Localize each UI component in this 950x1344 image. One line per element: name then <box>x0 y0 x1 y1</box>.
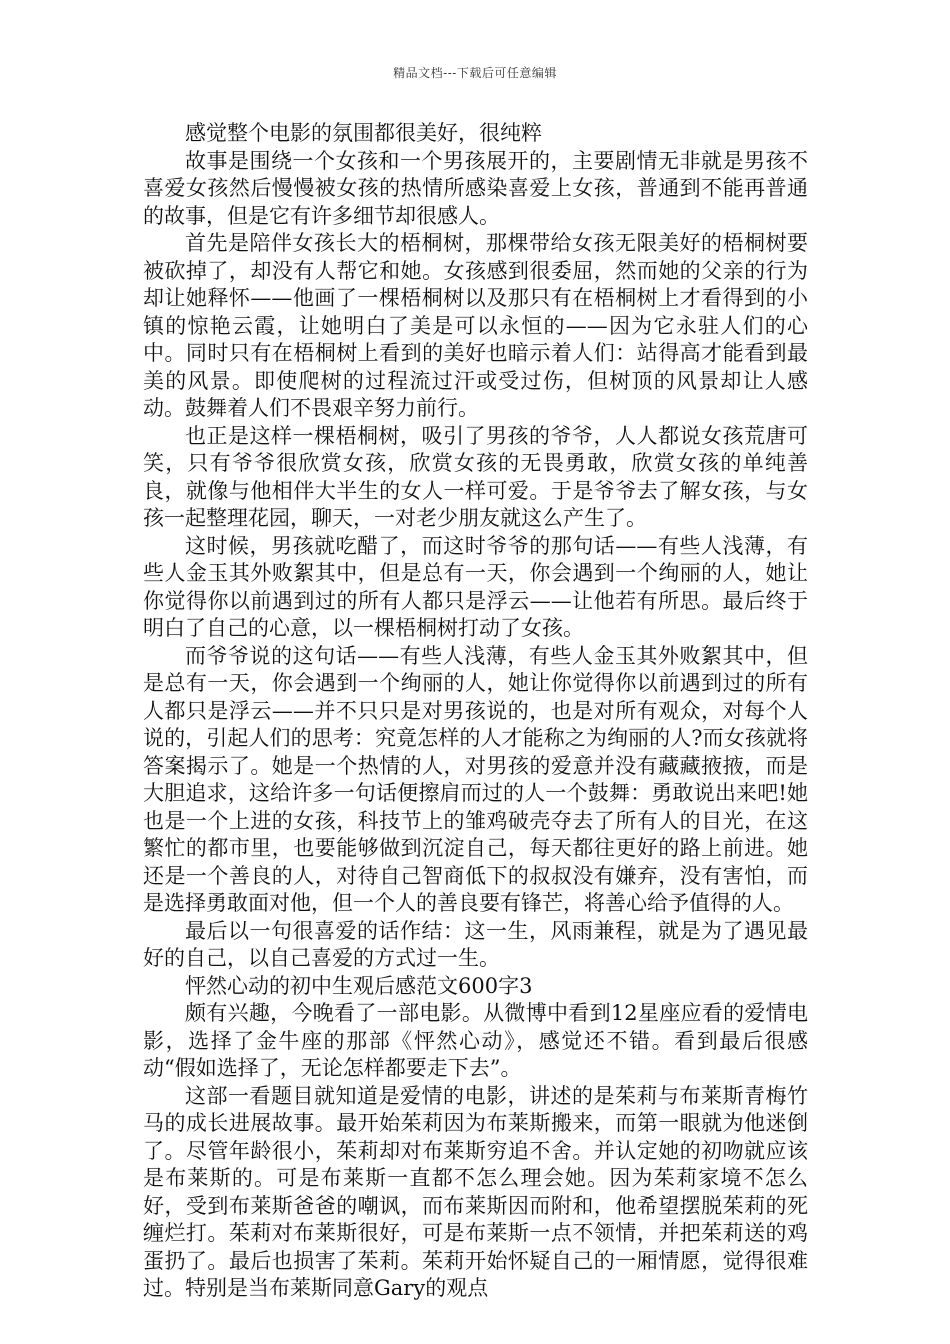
paragraph: 这时候，男孩就吃醋了，而这时爷爷的那句话——有些人浅薄，有些人金玉其外败絮其中，但是总有一天，你会遇到一个绚丽的人，她让你觉得你以前遇到过的所有人都只是浮云——让他若有所思。最后终于明白了自己的心意，以一棵梧桐树打动了女孩。 <box>143 533 808 640</box>
paragraph: 颇有兴趣，今晚看了一部电影。从微博中看到12星座应看的爱情电影，选择了金牛座的那部《怦然心动》，感觉还不错。看到最后很感动“假如选择了，无论怎样都要走下去”。 <box>143 1001 808 1080</box>
section-heading: 怦然心动的初中生观后感范文600字3 <box>185 973 533 998</box>
paragraph: 而爷爷说的这句话——有些人浅薄，有些人金玉其外败絮其中，但是总有一天，你会遇到一个绚丽的人，她让你觉得你以前遇到过的所有人都只是浮云——并不只只是对男孩说的，也是对所有观众，对每个人说的，引起人们的思考：究竟怎样的人才能称之为绚丽的人?而女孩就将答案揭示了。她是一个热情的人，对男孩的爱意并没有藏藏掖掖，而是大胆追求，这给许多一句话便擦肩而过的人一个鼓舞：勇敢说出来吧!她也是一个上进的女孩，科技节上的雏鸡破壳夺去了所有人的目光，在这繁忙的都市里，也要能够做到沉淀自己，每天都往更好的路上前进。她还是一个善良的人，对待自己智商低下的叔叔没有嫌弃，没有害怕，而是选择勇敢面对他，但一个人的善良要有锋芒，将善心给予值得的人。 <box>143 643 808 915</box>
paragraph: 感觉整个电影的氛围都很美好，很纯粹 <box>185 121 542 145</box>
paragraph: 也正是这样一棵梧桐树，吸引了男孩的爷爷，人人都说女孩荒唐可笑，只有爷爷很欣赏女孩，欣赏女孩的无畏勇敢，欣赏女孩的单纯善良，就像与他相伴大半生的女人一样可爱。于是爷爷去了解女孩，与女孩一起整理花园，聊天，一对老少朋友就这么产生了。 <box>143 423 808 530</box>
paragraph: 故事是围绕一个女孩和一个男孩展开的，主要剧情无非就是男孩不喜爱女孩然后慢慢被女孩的热情所感染喜爱上女孩，普通到不能再普通的故事，但是它有许多细节却很感人。 <box>143 148 808 228</box>
paragraph: 最后以一句很喜爱的话作结：这一生，风雨兼程，就是为了遇见最好的自己，以自己喜爱的方式过一生。 <box>143 918 808 970</box>
document-body <box>143 120 808 1303</box>
paragraph: 这部一看题目就知道是爱情的电影，讲述的是茱莉与布莱斯青梅竹马的成长进展故事。最开始茱莉因为布莱斯搬来，而第一眼就为他迷倒了。尽管年龄很小，茱莉却对布莱斯穷追不舍。并认定她的初吻就应该是布莱斯的。可是布莱斯一直都不怎么理会她。因为茱莉家境不怎么好，受到布莱斯爸爸的嘲讽，而布莱斯因而附和，他希望摆脱茱莉的死缠烂打。茱莉对布莱斯很好，可是布莱斯一点不领情，并把茱莉送的鸡蛋扔了。最后也损害了茱莉。茱莉开始怀疑自己的一厢情愿，觉得很难过。特别是当布莱斯同意Gary的观点 <box>143 1083 808 1300</box>
paragraph: 首先是陪伴女孩长大的梧桐树，那棵带给女孩无限美好的梧桐树要被砍掉了，却没有人帮它和她。女孩感到很委屈，然而她的父亲的行为却让她释怀——他画了一棵梧桐树以及那只有在梧桐树上才看得到的小镇的惊艳云霞，让她明白了美是可以永恒的——因为它永驻人们的心中。同时只有在梧桐树上看到的美好也暗示着人们：站得高才能看到最美的风景。即使爬树的过程流过汗或受过伤，但树顶的风景却让人感动。鼓舞着人们不畏艰辛努力前行。 <box>143 231 808 420</box>
page-header: 精品文档---下载后可任意编辑 <box>393 66 557 80</box>
